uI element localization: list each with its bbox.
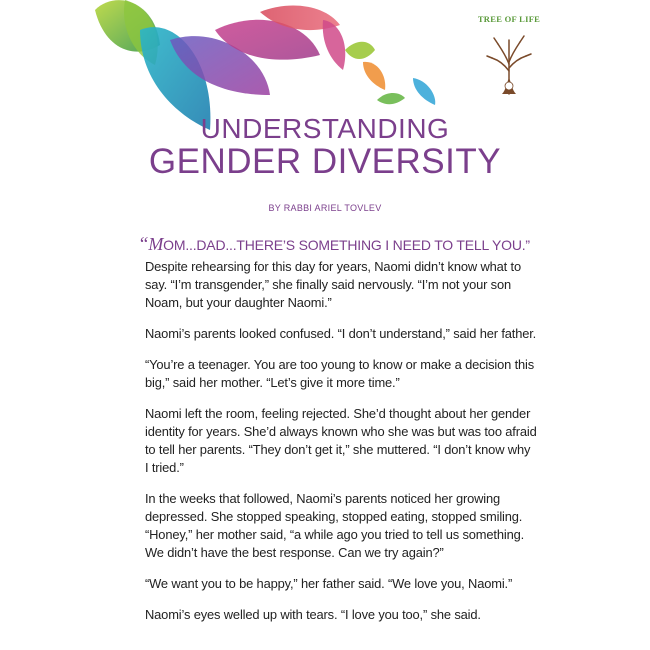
lead-open-quote: “ bbox=[138, 234, 149, 255]
paragraph: Despite rehearsing for this day for years, Naomi didn’t know what to say. “I’m transgender,” she finally said nervously. “I’m not your son Noam, but your daughter Naomi.” bbox=[145, 259, 521, 310]
paragraph: Naomi’s eyes welled up with tears. “I love you too,” she said. bbox=[145, 607, 481, 622]
leaf-pink bbox=[323, 20, 346, 70]
paragraph: “We want you to be happy,” her father said. “We love you, Naomi.” bbox=[145, 576, 513, 591]
paragraph: “You’re a teenager. You are too young to know or make a decision this big,” said her mother. “Let’s give it more time.” bbox=[145, 357, 535, 390]
tree-icon bbox=[482, 26, 536, 96]
byline: BY RABBI ARIEL TOVLEV bbox=[268, 203, 382, 213]
lead-quote bbox=[138, 235, 538, 254]
lead-first-cap: M bbox=[148, 234, 164, 254]
lead-rest: OM...DAD...THERE’S SOMETHING I NEED TO TELL YOU.” bbox=[163, 237, 530, 253]
paragraph: Naomi left the room, feeling rejected. She’d thought about her gender identity for years. She’d always known who she was but was too afraid to tell her parents. “They don’t get it,” she muttered. “I don’t know why I tried.” bbox=[145, 406, 537, 475]
logo-text: TREE OF LIFE bbox=[477, 14, 541, 24]
leaf-orange bbox=[363, 62, 385, 90]
paragraph: Naomi’s parents looked confused. “I don’t understand,” said her father. bbox=[145, 326, 537, 341]
title-line-2: GENDER DIVERSITY bbox=[148, 142, 502, 181]
leaf-small-green bbox=[377, 93, 405, 104]
leaf-lime bbox=[345, 42, 375, 59]
paragraph: In the weeks that followed, Naomi’s parents noticed her growing depressed. She stopped speaking, stopped eating, stopped smiling. “Honey,” her mother said, “a while ago you tried to tell us something. We didn’t have the best response. Can we try again?” bbox=[145, 491, 525, 560]
article-body bbox=[145, 258, 537, 637]
title-line-1: UNDERSTANDING bbox=[200, 113, 450, 144]
leaf-blue bbox=[413, 78, 435, 105]
tree-of-life-logo bbox=[470, 14, 548, 94]
